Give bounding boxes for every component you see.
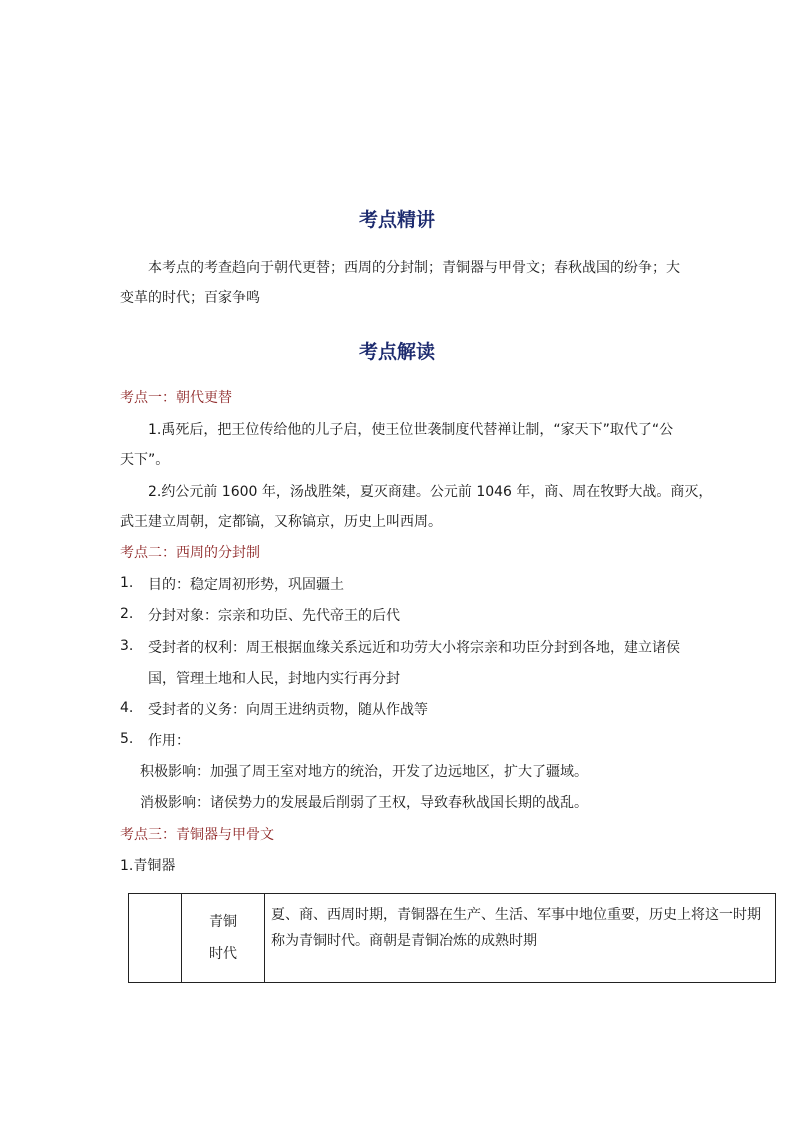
era-line-1: 青铜 <box>209 914 237 930</box>
point1-para1-line2: 天下”。 <box>120 452 170 468</box>
list-number: 2. <box>120 606 134 622</box>
list-number: 5. <box>120 731 134 747</box>
list-text: 受封者的义务：向周王进纳贡物，随从作战等 <box>148 702 428 718</box>
point3-title: 考点三：青铜器与甲骨文 <box>120 827 274 843</box>
intro-line-2: 变革的时代；百家争鸣 <box>120 290 260 306</box>
table-cell-description: 夏、商、西周时期，青铜器在生产、生活、军事中地位重要，历史上将这一时期称为青铜时代。商朝是青铜冶炼的成熟时期 <box>265 894 776 983</box>
point2-title: 考点二：西周的分封制 <box>120 545 260 561</box>
era-line-2: 时代 <box>209 946 237 962</box>
point3-sub1: 1.青铜器 <box>120 858 176 874</box>
list-number: 4. <box>120 700 134 716</box>
table-cell-era <box>182 894 265 983</box>
list-text: 受封者的权利：周王根据血缘关系远近和功劳大小将宗亲和功臣分封到各地，建立诸侯 <box>148 640 680 656</box>
intro-line-1: 本考点的考查趋向于朝代更替；西周的分封制；青铜器与甲骨文；春秋战国的纷争；大 <box>148 260 680 276</box>
table-cell-empty <box>129 894 182 983</box>
list-number: 1. <box>120 575 134 591</box>
point1-para2-line2: 武王建立周朝，定都镐，又称镐京，历史上叫西周。 <box>120 514 442 530</box>
heading-kaodian-jingjiang: 考点精讲 <box>358 209 435 231</box>
list-text-continued: 国，管理土地和人民，封地内实行再分封 <box>148 671 400 687</box>
point1-para1-line1: 1.禹死后，把王位传给他的儿子启，使王位世袭制度代替禅让制，“家天下”取代了“公 <box>148 422 674 438</box>
table-row <box>129 894 776 983</box>
list-text: 作用： <box>148 733 190 749</box>
heading-kaodian-jiedu: 考点解读 <box>358 341 435 363</box>
positive-effect: 积极影响：加强了周王室对地方的统治，开发了边远地区，扩大了疆域。 <box>140 764 588 780</box>
point1-para2-line1: 2.约公元前 1600 年，汤战胜桀，夏灭商建。公元前 1046 年，商、周在牧野大战。商灭， <box>148 484 713 500</box>
point1-title: 考点一：朝代更替 <box>120 390 232 406</box>
negative-effect: 消极影响：诸侯势力的发展最后削弱了王权，导致春秋战国长期的战乱。 <box>140 795 588 811</box>
list-number: 3. <box>120 638 134 654</box>
list-text: 分封对象：宗亲和功臣、先代帝王的后代 <box>148 608 400 624</box>
list-text: 目的：稳定周初形势，巩固疆土 <box>148 577 344 593</box>
bronze-table <box>128 893 776 983</box>
